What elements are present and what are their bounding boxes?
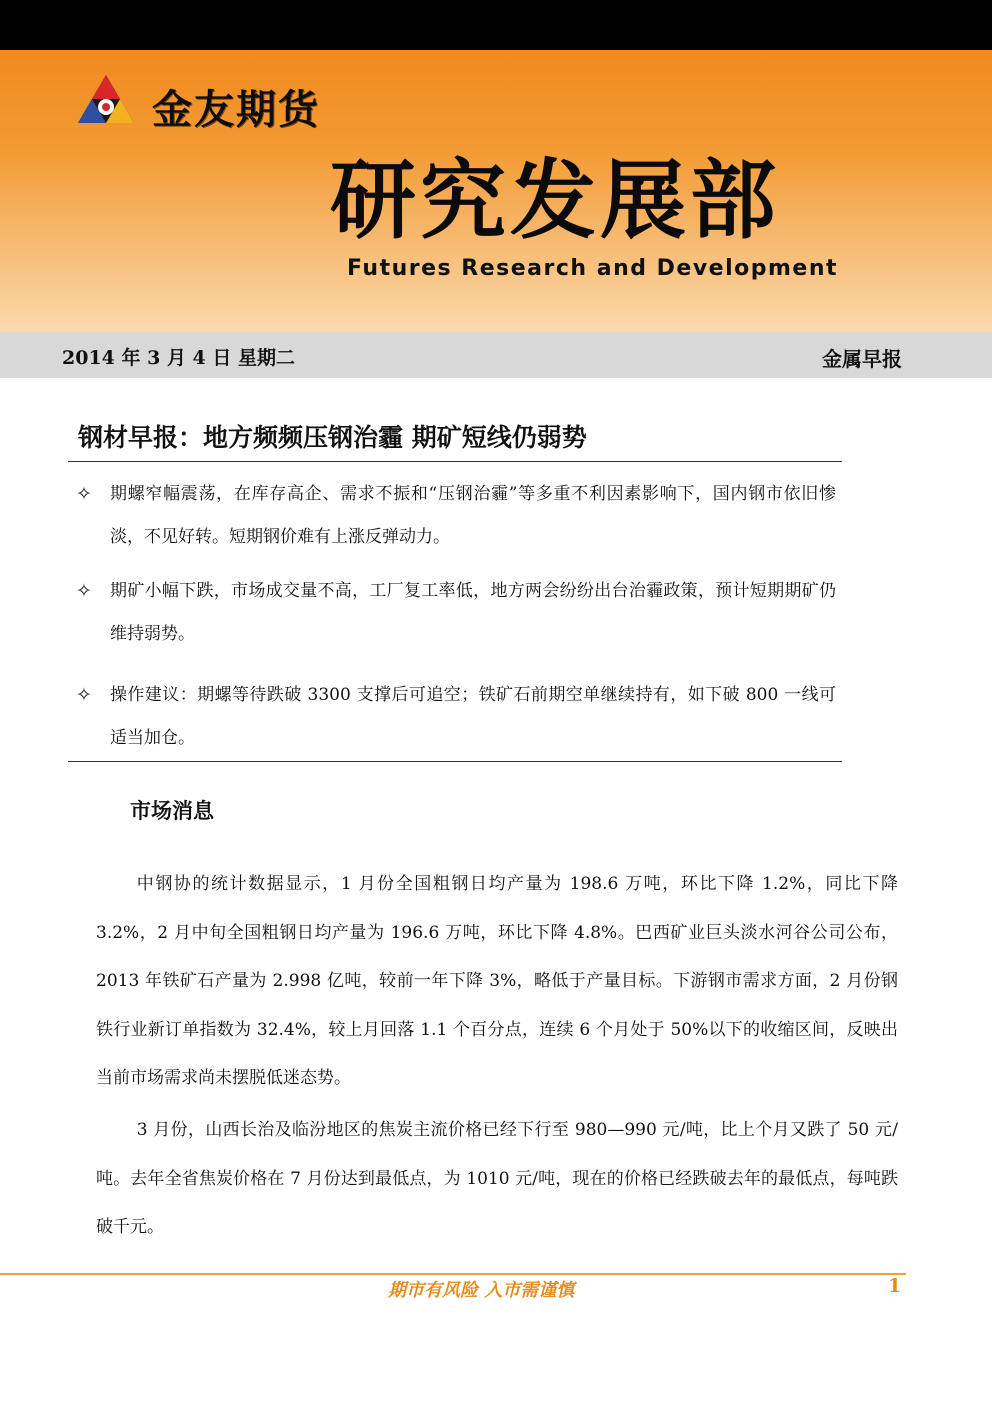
risk-slogan: 期市有风险 入市需谨慎 [388, 1280, 575, 1301]
headline-divider [68, 461, 842, 462]
section-title: 市场消息 [130, 799, 214, 823]
body-paragraph: 中钢协的统计数据显示，1 月份全国粗钢日均产量为 198.6 万吨，环比下降 1.2%，同比下降 3.2%，2 月中旬全国粗钢日均产量为 196.6 万吨，环比下降 4.8%。巴西矿业巨头淡水河谷公司公布，2013 年铁矿石产量为 2.998 亿吨，较前一年下降 3%，略低于产量目标。下游钢市需求方面，2 月份钢铁行业新订单指数为 32.4%，较上月回落 1.1 个百分点，连续 6 个月处于 50%以下的收缩区间，反映出当前市场需求尚未摆脱低迷态势。 [96, 874, 898, 1088]
top-black-bar [0, 0, 992, 50]
body-paragraph: 3 月份，山西长治及临汾地区的焦炭主流价格已经下行至 980—990 元/吨，比上个月又跌了 50 元/吨。去年全省焦炭价格在 7 月份达到最低点，为 1010 元/吨，现在的价格已经跌破去年的最低点，每吨跌破千元。 [96, 1120, 898, 1237]
summary-bullet [76, 473, 836, 559]
summary-bullet-text: 操作建议：期螺等待跌破 3300 支撑后可追空；铁矿石前期空单继续持有，如下破 800 一线可适当加仓。 [110, 685, 836, 748]
diamond-bullet-icon: ✧ [76, 483, 92, 505]
report-type: 金属早报 [822, 347, 902, 371]
summary-bullet-text: 期矿小幅下跌，市场成交量不高，工厂复工率低，地方两会纷纷出台治霾政策，预计短期期矿仍维持弱势。 [110, 581, 836, 644]
date-bar [0, 332, 992, 378]
headline: 钢材早报：地方频频压钢治霾 期矿短线仍弱势 [78, 423, 587, 452]
header-banner [0, 50, 992, 332]
summary-bullet [76, 674, 836, 760]
summary-bullet [76, 570, 836, 656]
summary-bullet-text: 期螺窄幅震荡，在库存高企、需求不振和“压钢治霾”等多重不利因素影响下，国内钢市依旧惨淡，不见好转。短期钢价难有上涨反弹动力。 [110, 484, 836, 547]
summary-divider [68, 761, 842, 762]
diamond-bullet-icon: ✧ [76, 580, 92, 602]
page-number: 1 [888, 1275, 902, 1297]
department-title: 研究发展部 [330, 150, 780, 251]
company-name: 金友期货 [152, 87, 320, 133]
footer-divider [0, 1273, 906, 1275]
report-date: 2014 年 3 月 4 日 星期二 [62, 347, 296, 369]
diamond-bullet-icon: ✧ [76, 684, 92, 706]
triangle-logo-icon [76, 73, 136, 125]
department-subtitle: Futures Research and Development [347, 256, 839, 281]
